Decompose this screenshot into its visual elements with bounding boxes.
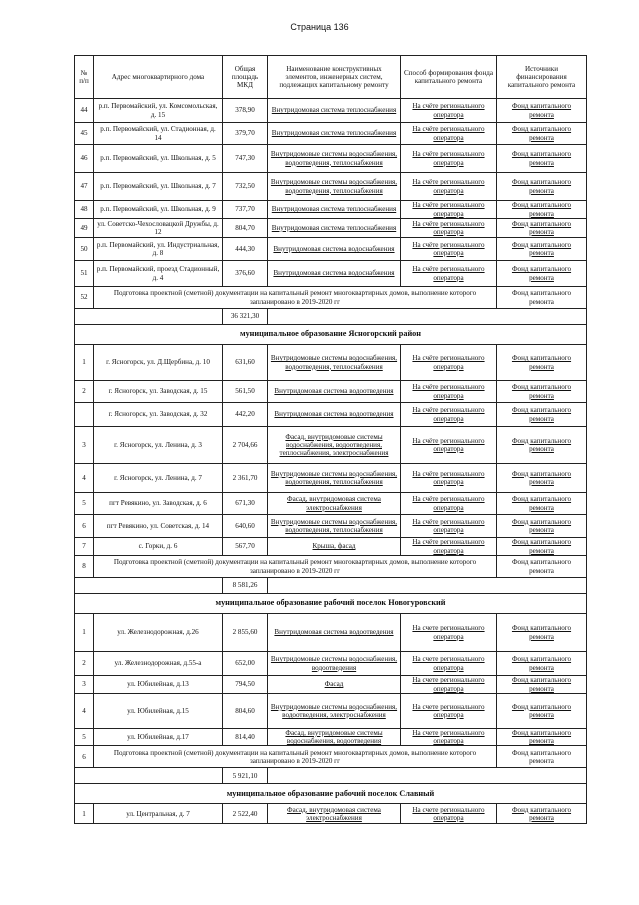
table-row (75, 614, 587, 652)
row-elements: Внутридомовая система теплоснабжения (268, 201, 401, 219)
table-row (75, 403, 587, 427)
row-area: 631,60 (223, 345, 268, 381)
row-source: Фонд капитального ремонта (497, 345, 587, 381)
row-elements: Внутридомовые системы водоснабжения, водоотведения, теплоснабжения (268, 345, 401, 381)
section-title: муниципальное образование Ясногорский район (75, 325, 587, 345)
row-method: На счёте регионального оператора (401, 493, 497, 515)
row-source: Фонд капитального ремонта (497, 493, 587, 515)
row-area: 376,60 (223, 261, 268, 287)
row-method: На счёте регионального оператора (401, 201, 497, 219)
row-num: 48 (75, 201, 94, 219)
table-row (75, 345, 587, 381)
row-source: Фонд капитального ремонта (497, 652, 587, 676)
row-method: На счёте регионального оператора (401, 427, 497, 464)
row-elements: Внутридомовая система теплоснабжения (268, 123, 401, 145)
table-row (75, 729, 587, 746)
design-text: Подготовка проектной (сметной) документации на капитальный ремонт многоквартирных домов, выполнение которого запланировано в 2019-2020 гг (94, 746, 497, 768)
table-row (75, 219, 587, 238)
row-elements: Внутридомовые системы водоснабжения, водоотведения, теплоснабжения (268, 464, 401, 493)
row-method: На счёте регионального оператора (401, 345, 497, 381)
row-elements: Внутридомовые системы водоснабжения, водоотведения, теплоснабжения (268, 173, 401, 201)
row-method: На счете регионального оператора (401, 614, 497, 652)
total-empty-cell (268, 578, 587, 594)
row-elements: Фасад (268, 676, 401, 694)
row-source: Фонд капитального ремонта (497, 403, 587, 427)
total-empty-cell (268, 309, 587, 325)
row-num: 47 (75, 173, 94, 201)
section-title-row (75, 594, 587, 614)
header-elements: Наименование конструктивных элементов, инженерных систем, подлежащих капитальному ремонту (268, 56, 401, 99)
capital-repair-table (74, 55, 587, 824)
row-address: г. Ясногорск, ул. Заводская, д. 32 (94, 403, 223, 427)
design-source: Фонд капитального ремонта (497, 287, 587, 309)
row-elements: Внутридомовые системы водоснабжения, водоотведения (268, 652, 401, 676)
row-elements: Внутридомовая система водоотведения (268, 381, 401, 403)
row-elements: Фасад, внутридомовая система электроснабжения (268, 804, 401, 824)
row-num: 6 (75, 515, 94, 538)
row-elements: Внутридомовая система водоснабжения (268, 238, 401, 261)
row-source: Фонд капитального ремонта (497, 729, 587, 746)
header-source: Источники финансирования капитального ремонта (497, 56, 587, 99)
row-method: На счёте регионального оператора (401, 173, 497, 201)
row-num: 7 (75, 538, 94, 556)
row-address: ул. Юбилейная, д.17 (94, 729, 223, 746)
row-num: 1 (75, 614, 94, 652)
row-area: 814,40 (223, 729, 268, 746)
row-area: 640,60 (223, 515, 268, 538)
row-address: р.п. Первомайский, проезд Стадионный, д. 4 (94, 261, 223, 287)
table-row (75, 261, 587, 287)
row-address: с. Горки, д. 6 (94, 538, 223, 556)
table-row (75, 427, 587, 464)
row-elements: Внутридомовая система водоотведения (268, 403, 401, 427)
row-num: 4 (75, 464, 94, 493)
row-method: На счёте регионального оператора (401, 538, 497, 556)
row-num: 46 (75, 145, 94, 173)
row-source: Фонд капитального ремонта (497, 804, 587, 824)
row-method: На счёте регионального оператора (401, 261, 497, 287)
section-total-row (75, 309, 587, 325)
row-source: Фонд капитального ремонта (497, 173, 587, 201)
row-area: 747,30 (223, 145, 268, 173)
row-address: р.п. Первомайский, ул. Школьная, д. 7 (94, 173, 223, 201)
design-docs-row (75, 556, 587, 578)
table-row (75, 381, 587, 403)
row-address: ул. Железнодорожная, д.55-а (94, 652, 223, 676)
table-row (75, 804, 587, 824)
table-row (75, 173, 587, 201)
section-total-row (75, 578, 587, 594)
row-source: Фонд капитального ремонта (497, 201, 587, 219)
row-address: г. Ясногорск, ул. Ленина, д. 3 (94, 427, 223, 464)
row-source: Фонд капитального ремонта (497, 99, 587, 123)
row-source: Фонд капитального ремонта (497, 464, 587, 493)
row-source: Фонд капитального ремонта (497, 694, 587, 729)
row-source: Фонд капитального ремонта (497, 123, 587, 145)
row-method: На счёте регионального оператора (401, 238, 497, 261)
row-num: 5 (75, 729, 94, 746)
row-elements: Фасад, внутридомовая система электроснабжения (268, 493, 401, 515)
row-method: На счете регионального оператора (401, 804, 497, 824)
row-method: На счёте регионального оператора (401, 99, 497, 123)
total-empty-cell (75, 768, 223, 784)
section-title-row (75, 784, 587, 804)
row-address: г. Ясногорск, ул. Заводская, д. 15 (94, 381, 223, 403)
row-source: Фонд капитального ремонта (497, 261, 587, 287)
total-empty-cell (75, 309, 223, 325)
row-address: пгт Ревякино, ул. Советская, д. 14 (94, 515, 223, 538)
row-num: 2 (75, 652, 94, 676)
row-num: 50 (75, 238, 94, 261)
row-elements: Внутридомовые системы водоснабжения, водоотведения, теплоснабжения (268, 515, 401, 538)
row-area: 652,00 (223, 652, 268, 676)
row-area: 2 704,66 (223, 427, 268, 464)
row-address: ул. Советско-Чехословацкой Дружбы, д. 12 (94, 219, 223, 238)
row-elements: Фасад, внутридомовые системы водоснабжения, водоотведения (268, 729, 401, 746)
table-body (75, 99, 587, 824)
row-num: 2 (75, 381, 94, 403)
row-source: Фонд капитального ремонта (497, 676, 587, 694)
row-num: 49 (75, 219, 94, 238)
header-method: Способ формирования фонда капитального ремонта (401, 56, 497, 99)
section-title: муниципальное образование рабочий поселок Новогуровский (75, 594, 587, 614)
row-address: р.п. Первомайский, ул. Индустриальная, д. 8 (94, 238, 223, 261)
row-elements: Внутридомовые системы водоснабжения, водоотведения, электроснабжения (268, 694, 401, 729)
row-address: р.п. Первомайский, ул. Стадионная, д. 14 (94, 123, 223, 145)
row-area: 804,70 (223, 219, 268, 238)
table-row (75, 538, 587, 556)
row-num: 5 (75, 493, 94, 515)
row-method: На счёте регионального оператора (401, 464, 497, 493)
row-num: 51 (75, 261, 94, 287)
row-num: 1 (75, 345, 94, 381)
row-num: 3 (75, 427, 94, 464)
row-num: 44 (75, 99, 94, 123)
design-text: Подготовка проектной (сметной) документации на капитальный ремонт многоквартирных домов, выполнение которого запланировано в 2019-2020 гг (94, 287, 497, 309)
row-address: ул. Центральная, д. 7 (94, 804, 223, 824)
table-row (75, 515, 587, 538)
section-title-row (75, 325, 587, 345)
table-row (75, 238, 587, 261)
table-row (75, 676, 587, 694)
row-source: Фонд капитального ремонта (497, 238, 587, 261)
row-source: Фонд капитального ремонта (497, 427, 587, 464)
header-address: Адрес многоквартирного дома (94, 56, 223, 99)
row-method: На счёте регионального оператора (401, 381, 497, 403)
row-elements: Внутридомовая система теплоснабжения (268, 99, 401, 123)
row-area: 2 522,40 (223, 804, 268, 824)
page-title: Страница 136 (290, 22, 349, 32)
row-area: 378,90 (223, 99, 268, 123)
row-address: ул. Железнодорожная, д.26 (94, 614, 223, 652)
table-row (75, 99, 587, 123)
total-empty-cell (75, 578, 223, 594)
row-method: На счёте регионального оператора (401, 515, 497, 538)
row-area: 671,30 (223, 493, 268, 515)
row-method: На счете регионального оператора (401, 676, 497, 694)
row-method: На счете регионального оператора (401, 729, 497, 746)
table-row (75, 694, 587, 729)
row-area: 379,70 (223, 123, 268, 145)
row-address: ул. Юбилейная, д.13 (94, 676, 223, 694)
row-elements: Внутридомовая система водоснабжения (268, 261, 401, 287)
row-elements: Крыша, фасад (268, 538, 401, 556)
row-source: Фонд капитального ремонта (497, 515, 587, 538)
table-row (75, 652, 587, 676)
table-header-row (75, 56, 587, 99)
row-area: 794,50 (223, 676, 268, 694)
row-num: 3 (75, 676, 94, 694)
row-method: На счёте регионального оператора (401, 403, 497, 427)
row-area: 804,60 (223, 694, 268, 729)
row-method: На счёте регионального оператора (401, 219, 497, 238)
header-area: Общая площадь МКД (223, 56, 268, 99)
table-row (75, 201, 587, 219)
row-num: 1 (75, 804, 94, 824)
design-docs-row (75, 746, 587, 768)
row-area: 442,20 (223, 403, 268, 427)
design-docs-row (75, 287, 587, 309)
row-source: Фонд капитального ремонта (497, 145, 587, 173)
row-address: г. Ясногорск, ул. Ленина, д. 7 (94, 464, 223, 493)
row-source: Фонд капитального ремонта (497, 219, 587, 238)
design-source: Фонд капитального ремонта (497, 746, 587, 768)
total-empty-cell (268, 768, 587, 784)
design-source: Фонд капитального ремонта (497, 556, 587, 578)
row-area: 567,70 (223, 538, 268, 556)
design-num: 8 (75, 556, 94, 578)
table-row (75, 145, 587, 173)
row-num (75, 403, 94, 427)
row-num: 4 (75, 694, 94, 729)
section-title: муниципальное образование рабочий поселок Славный (75, 784, 587, 804)
row-elements: Внутридомовая система водоотведения (268, 614, 401, 652)
header-num: № п/п (75, 56, 94, 99)
row-num: 45 (75, 123, 94, 145)
row-elements: Фасад, внутридомовые системы водоснабжения, водоотведения, теплоснабжения, электроснабжения (268, 427, 401, 464)
row-address: р.п. Первомайский, ул. Школьная, д. 5 (94, 145, 223, 173)
table-row (75, 493, 587, 515)
row-area: 2 361,70 (223, 464, 268, 493)
row-method: На счёте регионального оператора (401, 145, 497, 173)
design-num: 6 (75, 746, 94, 768)
row-address: ул. Юбилейная, д.15 (94, 694, 223, 729)
row-area: 2 855,60 (223, 614, 268, 652)
table-row (75, 123, 587, 145)
row-source: Фонд капитального ремонта (497, 614, 587, 652)
row-address: р.п. Первомайский, ул. Школьная, д. 9 (94, 201, 223, 219)
row-method: На счете регионального оператора (401, 652, 497, 676)
row-address: р.п. Первомайский, ул. Комсомольская, д. 15 (94, 99, 223, 123)
section-total-area: 8 581,26 (223, 578, 268, 594)
row-area: 737,70 (223, 201, 268, 219)
row-area: 444,30 (223, 238, 268, 261)
section-total-area: 5 921,10 (223, 768, 268, 784)
section-total-row (75, 768, 587, 784)
row-elements: Внутридомовые системы водоснабжения, водоотведения, теплоснабжения (268, 145, 401, 173)
table-row (75, 464, 587, 493)
design-num: 52 (75, 287, 94, 309)
row-source: Фонд капитального ремонта (497, 538, 587, 556)
row-address: пгт Ревякино, ул. Заводская, д. 6 (94, 493, 223, 515)
row-area: 732,50 (223, 173, 268, 201)
row-area: 561,50 (223, 381, 268, 403)
row-method: На счете регионального оператора (401, 694, 497, 729)
row-method: На счёте регионального оператора (401, 123, 497, 145)
design-text: Подготовка проектной (сметной) документации на капитальный ремонт многоквартирных домов, выполнение которого запланировано в 2019-2020 гг (94, 556, 497, 578)
row-address: г. Ясногорск, ул. Д.Щербина, д. 10 (94, 345, 223, 381)
row-elements: Внутридомовая система теплоснабжения (268, 219, 401, 238)
section-total-area: 36 321,30 (223, 309, 268, 325)
row-source: Фонд капитального ремонта (497, 381, 587, 403)
